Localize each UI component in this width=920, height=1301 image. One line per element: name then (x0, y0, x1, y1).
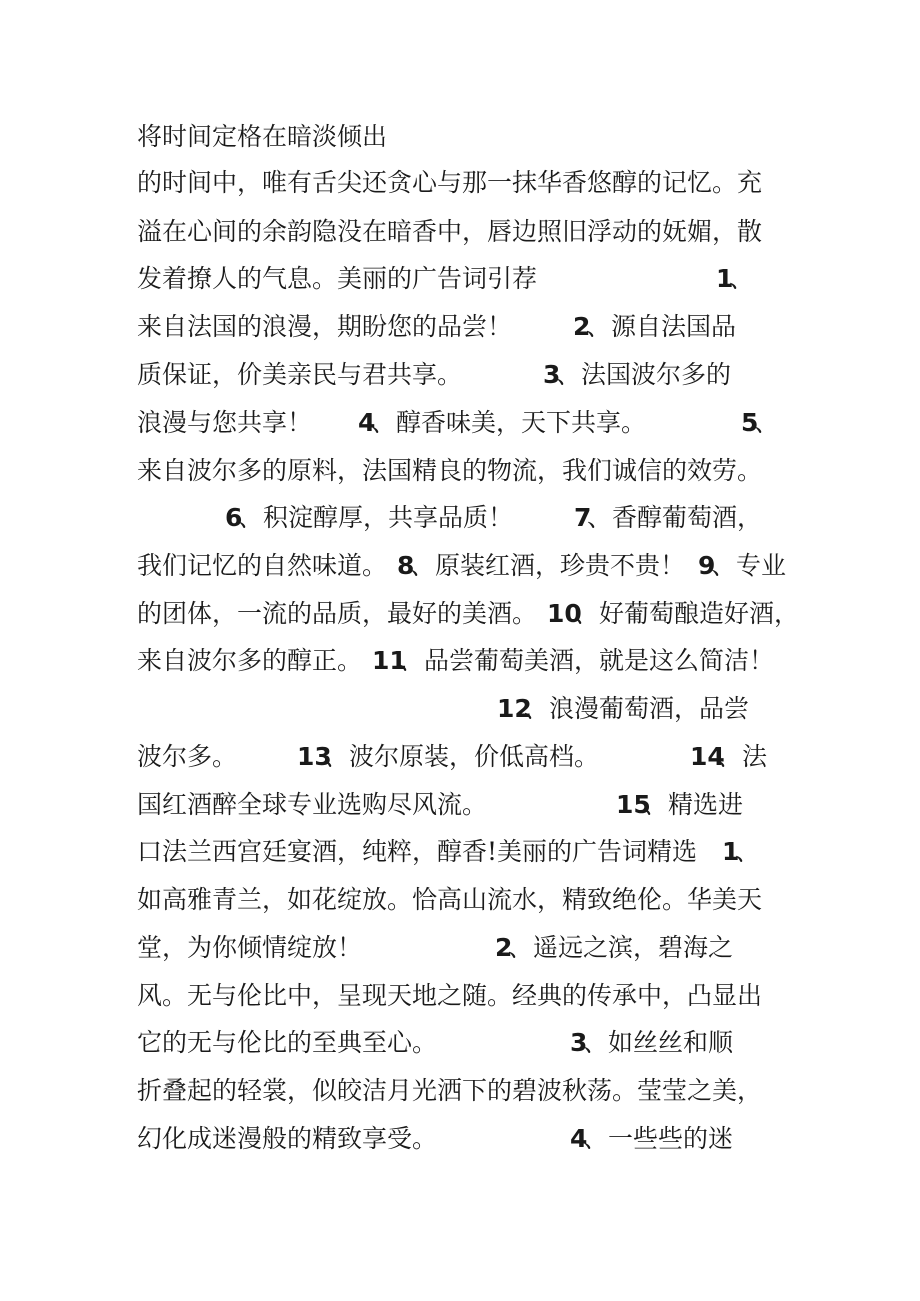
text-segment: 、原装红酒，珍贵不贵！ (410, 551, 686, 580)
text-line (0, 355, 920, 395)
text-segment: 的团体，一流的品质，最好的美酒。 (137, 599, 538, 628)
text-segment: 折叠起的轻裳，似皎洁月光洒下的碧波秋荡。莹莹之美， (137, 1076, 763, 1105)
list-number: 4 (570, 1124, 588, 1153)
list-number: 1 (716, 264, 734, 293)
text-segment: 来自波尔多的醇正。 (137, 646, 363, 675)
text-line (0, 212, 920, 252)
text-segment: 的时间中，唯有舌尖还贪心与那一抹华香悠醇的记忆。充 (137, 168, 763, 197)
text-line (0, 259, 920, 299)
text-segment: 浪漫与您共享！ (137, 408, 313, 437)
list-number: 8 (397, 551, 415, 580)
text-line (0, 928, 920, 968)
list-number: 3 (543, 360, 561, 389)
text-segment: 、波尔原装，价低高档。 (324, 742, 600, 771)
list-number: 3 (570, 1028, 588, 1057)
text-segment: 、法 (717, 742, 768, 771)
text-segment: 、浪漫葡萄酒，品尝 (524, 694, 750, 723)
text-segment: 口法兰西宫廷宴酒，纯粹，醇香!美丽的广告词精选 (137, 837, 698, 866)
list-number: 2 (573, 312, 591, 341)
list-number: 9 (698, 551, 716, 580)
text-segment: 、品尝葡萄美酒，就是这么简洁！ (399, 646, 775, 675)
list-number: 10 (547, 599, 582, 628)
text-segment: 国红酒醉全球专业选购尽风流。 (137, 790, 488, 819)
text-segment: 、如丝丝和顺 (583, 1028, 734, 1057)
list-number: 13 (297, 742, 332, 771)
text-line (0, 976, 920, 1016)
list-number: 4 (358, 408, 376, 437)
text-line (0, 832, 920, 872)
text-line (0, 641, 920, 681)
text-segment: 波尔多。 (137, 742, 238, 771)
list-number: 11 (372, 646, 407, 675)
text-segment: 、醇香味美，天下共享。 (371, 408, 647, 437)
text-segment: 将时间定格在暗淡倾出 (137, 122, 388, 151)
text-segment: 质保证，价美亲民与君共享。 (137, 360, 463, 389)
text-line (0, 163, 920, 203)
text-segment: 我们记忆的自然味道。 (137, 551, 388, 580)
text-segment: 、法国波尔多的 (556, 360, 732, 389)
text-segment: 堂，为你倾情绽放！ (137, 933, 363, 962)
list-number: 2 (495, 933, 513, 962)
list-number: 15 (616, 790, 651, 819)
text-line (0, 117, 920, 157)
list-number: 1 (722, 837, 740, 866)
text-line (0, 1071, 920, 1111)
text-segment: 、 (729, 264, 755, 293)
text-segment: 、源自法国品 (586, 312, 737, 341)
text-segment: 、一些些的迷 (583, 1124, 734, 1153)
text-segment: 幻化成迷漫般的精致享受。 (137, 1124, 438, 1153)
text-segment: 溢在心间的余韵隐没在暗香中，唇边照旧浮动的妩媚，散 (137, 217, 763, 246)
list-number: 6 (225, 503, 243, 532)
text-segment: 、遥远之滨，碧海之 (508, 933, 734, 962)
text-segment: 、好葡萄酿造好酒， (574, 599, 800, 628)
text-line (0, 594, 920, 634)
text-segment: 、积淀醇厚，共享品质！ (238, 503, 514, 532)
text-segment: 发着撩人的气息。美丽的广告词引荐 (137, 264, 538, 293)
text-segment: 、专业 (711, 551, 787, 580)
list-number: 7 (574, 503, 592, 532)
text-line (0, 1023, 920, 1063)
text-segment: 如高雅青兰，如花绽放。恰高山流水，精致绝伦。华美天 (137, 885, 763, 914)
text-line (0, 880, 920, 920)
list-number: 14 (690, 742, 725, 771)
text-line (0, 307, 920, 347)
text-line (0, 737, 920, 777)
text-segment: 它的无与伦比的至典至心。 (137, 1028, 438, 1057)
text-line (0, 546, 920, 586)
text-segment: 、 (754, 408, 780, 437)
text-segment: 、 (735, 837, 761, 866)
text-segment: 来自法国的浪漫，期盼您的品尝！ (137, 312, 513, 341)
text-line (0, 689, 920, 729)
text-segment: 、精选进 (643, 790, 744, 819)
text-segment: 风。无与伦比中，呈现天地之随。经典的传承中，凸显出 (137, 981, 763, 1010)
text-segment: 、香醇葡萄酒， (587, 503, 763, 532)
text-line (0, 498, 920, 538)
text-line (0, 403, 920, 443)
text-line (0, 451, 920, 491)
text-segment: 来自波尔多的原料，法国精良的物流，我们诚信的效劳。 (137, 456, 763, 485)
text-line (0, 785, 920, 825)
text-line (0, 1119, 920, 1159)
list-number: 12 (497, 694, 532, 723)
list-number: 5 (741, 408, 759, 437)
